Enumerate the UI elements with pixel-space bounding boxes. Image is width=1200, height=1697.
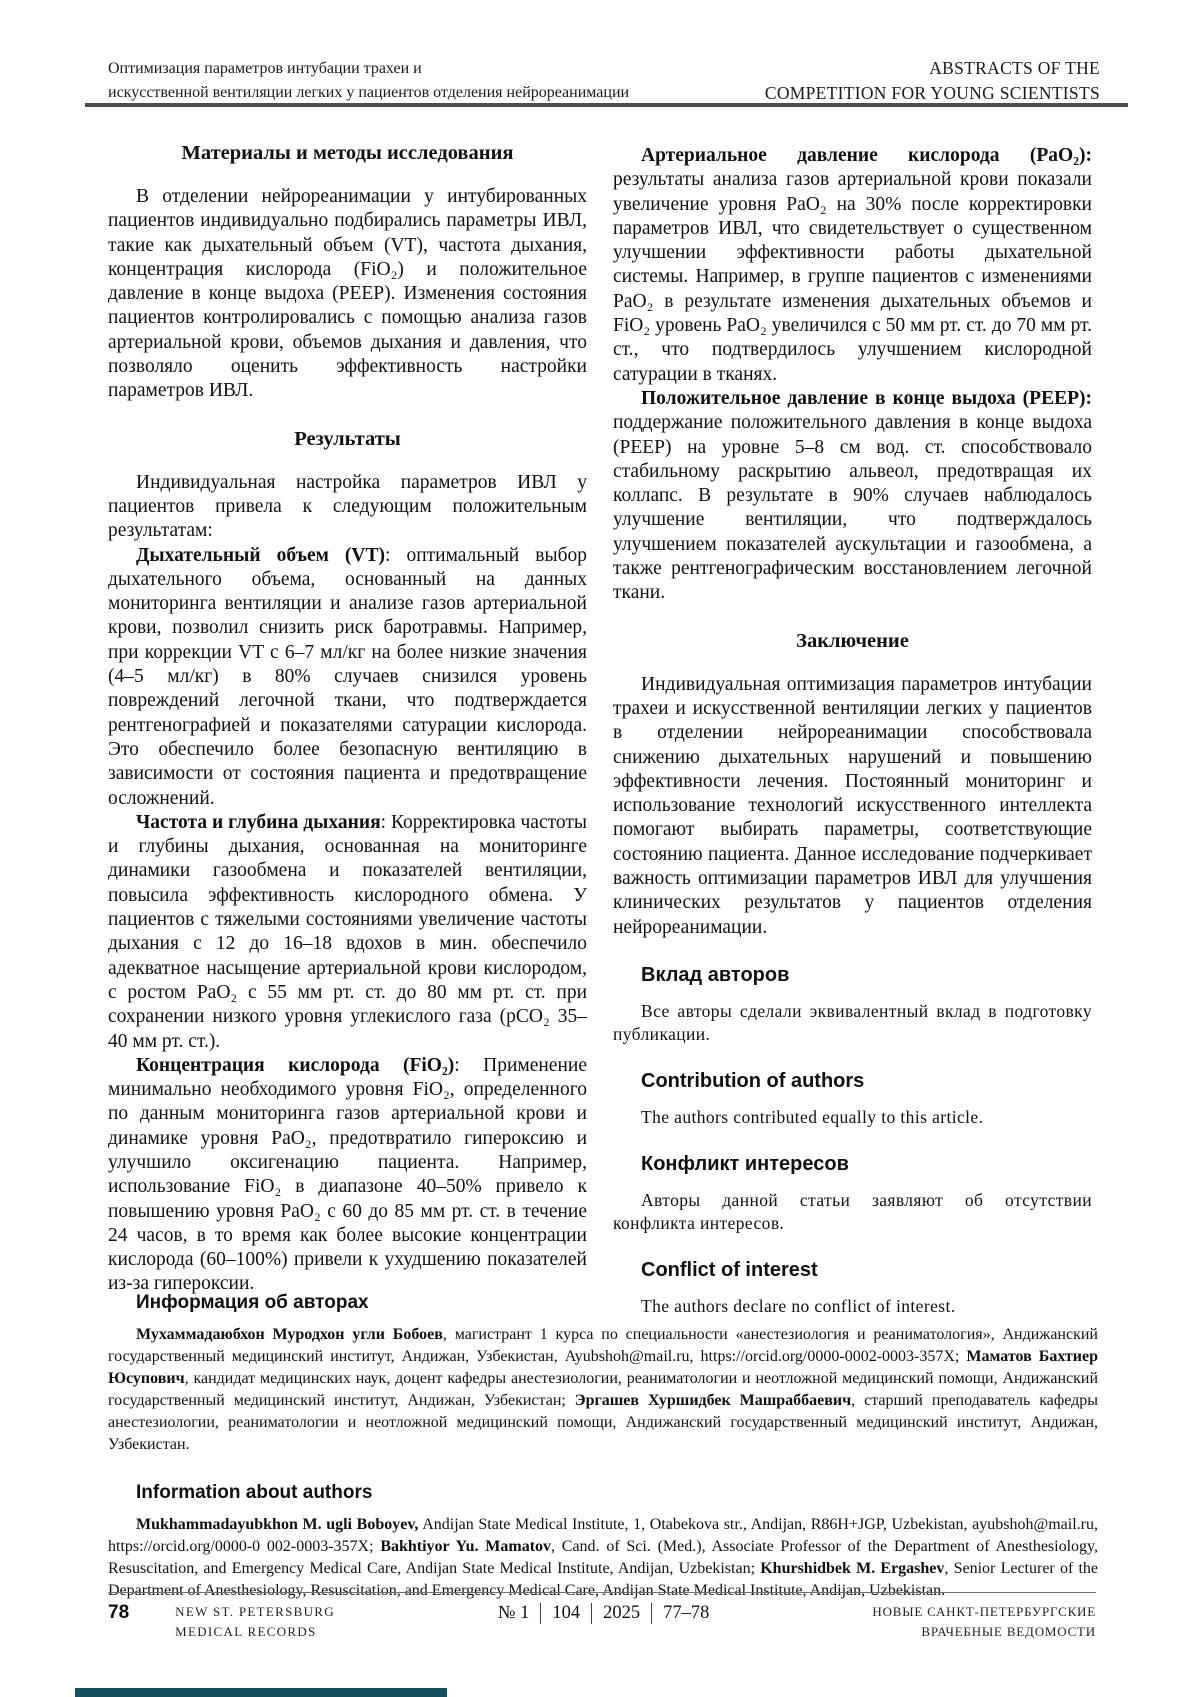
paragraph-peep [613,387,1092,606]
section-title-line2: COMPETITION FOR YOUNG SCIENTISTS [764,82,1100,103]
heading-authors-info-en: Information about authors [136,1482,373,1503]
author-desc-ergashev-ru: , старший преподаватель кафедры анестезиологии, реаниматологии и неотложной медицинский помощи, Андижанский государственный медицинский институт, Андижан, Узбекистан. [108,1392,1099,1453]
text-respiratory-rate: : Корректировка частоты и глубины дыхания, основанная на мониторинге динамики газообмена и показателей вентиляции, повысила эффективность кислородного обмена. У пациентов с тяжелыми состояниями увеличение частоты дыхания с 12 до 16–18 вдохов в мин. обеспечило адекватное насыщение артериальной крови кислородом, с ростом PaO₂ с 55 мм рт. ст. до 80 мм рт. ст. при сохранении низкого уровня углекислого газа (pCO₂ 35–40 мм рт. ст.). [108,811,587,1052]
running-title [108,57,629,105]
paragraph-conflict-ru: Авторы данной статьи заявляют об отсутствии конфликта интересов. [613,1189,1092,1233]
author-name-mamatov-en: Bakhtiyor Yu. Mamatov [380,1538,552,1555]
lead-tidal-volume: Дыхательный объем (VT) [136,544,386,566]
paragraph-respiratory-rate [108,811,587,1054]
paragraph-authors-contribution-en: The authors contributed equally to this article. [641,1106,984,1127]
author-desc-ergashev-en: , Senior Lecturer of the Department of Anesthesiology, Resuscitation, and Emergency Medical Care, Andijan State Medical Institute, Andijan, Uzbekistan. [108,1560,1099,1599]
lead-fio2: Концентрация кислорода (FiO₂) [136,1054,455,1076]
heading-conflict-ru: Конфликт интересов [641,1152,849,1175]
issue-separator [540,1603,541,1624]
paragraph-results-intro: Индивидуальная настройка параметров ИВЛ у пациентов привела к следующим положительным результатам: [108,471,587,542]
issue-pages: 77–78 [663,1603,710,1623]
authors-info-section [108,1292,1098,1602]
heading-results: Результаты [294,427,401,450]
authors-info-en-text [108,1514,1098,1602]
right-column [613,136,1092,1318]
paragraph-methods: В отделении нейрореанимации у интубированных пациентов индивидуально подбирались параметры ИВЛ, такие как дыхательный объем (VT), частота дыхания, концентрация кислорода (FiO₂) и положительное давление в конце выдоха (PEEP). Изменения состояния пациентов контролировались с помощью анализа газов артериальной крови, объемов дыхания и давления, что позволяло оценить эффективность настройки параметров ИВЛ. [108,186,587,402]
page-footer [108,1592,1096,1641]
issue-info [335,1603,872,1624]
paragraph-pao2 [613,144,1092,387]
paragraph-authors-contribution-ru: Все авторы сделали эквивалентный вклад в подготовку публикации. [613,1000,1092,1044]
author-desc-mamatov-ru: , кандидат медицинских наук, доцент кафедры анестезиологии, реаниматологии и неотложной медицинский помощи, Андижанский государственный медицинский институт, Андижан, Узбекистан; [108,1370,1098,1409]
heading-authors-info-ru: Информация об авторах [136,1292,369,1313]
lead-pao2: Артериальное давление кислорода (PaO₂): [641,145,1092,166]
author-name-mamatov-ru: Маматов Бахтиер Юсупович [108,1348,1098,1387]
section-title-line1: ABSTRACTS OF THE [929,58,1100,78]
paragraph-conclusion: Индивидуальная оптимизация параметров интубации трахеи и искусственной вентиляции легких у пациентов в отделении нейрореанимации способствовала снижению дыхательных нарушений и повышению эффективности лечения. Постоянный мониторинг и использование технологий искусственного интеллекта помогают выбирать параметры, соответствующие состоянию пациента. Данное исследование подчеркивает важность оптимизации параметров ИВЛ для улучшения клинических результатов у пациентов отделения нейрореанимации. [613,673,1092,938]
article-body [108,136,1092,1318]
journal-name-en [175,1602,335,1641]
issue-separator [591,1603,592,1624]
running-title-line1: Оптимизация параметров интубации трахеи и [108,60,422,77]
heading-authors-contribution-en: Contribution of authors [641,1069,865,1092]
journal-name-en-line1: NEW ST. PETERSBURG [175,1604,335,1619]
text-fio2: : Применение минимально необходимого уровня FiO₂, определенного по данным мониторинга газов артериальной крови и динамике уровня PaO₂, предотвратило гипероксию и улучшило оксигенацию пациента. Например, использование FiO₂ в диапазоне 40–50% привело к повышению уровня PaO₂ с 60 до 85 мм рт. ст. в течение 24 часов, в то время как более высокие концентрации кислорода (60–100%) привели к ухудшению показателей из-за гипероксии. [108,1054,587,1295]
page-number: 78 [108,1602,130,1623]
author-desc-boboev-ru: , магистрант 1 курса по специальности «анестезиология и реаниматология», Андижанский государственный медицинский институт, Андижан, Узбекистан, Ayubshoh@mail.ru, https://orcid.org/0000-0002-0003-357X; [108,1326,1098,1365]
journal-name-ru [872,1602,1096,1641]
page-header [108,56,1100,105]
author-name-boboev-ru: Мухаммадаюбхон Муродхон угли Бобоев [136,1326,443,1343]
paragraph-conflict-en: The authors declare no conflict of interest. [641,1295,956,1316]
author-desc-mamatov-en: , Cand. of Sci. (Med.), Associate Professor of the Department of Anesthesiology, Resuscitation, and Emergency Medical Care, Andijan State Medical Institute, Andijan, Uzbekistan; [108,1538,1099,1577]
issue-volume: 104 [552,1603,581,1623]
heading-methods: Материалы и методы исследования [181,142,514,164]
text-pao2: результаты анализа газов артериальной крови показали увеличение уровня PaO₂ на 30% после корректировки параметров ИВЛ, что свидетельствует о существенном улучшении эффективности работы дыхательной системы. Например, в группе пациентов с изменениями PaO₂ в результате изменения дыхательных объемов и FiO₂ уровень PaO₂ увеличился с 50 мм рт. ст. до 70 мм рт. ст., что подтвердилось улучшением кислородной сатурации в тканях. [613,169,1092,385]
heading-authors-contribution-ru: Вклад авторов [641,963,790,986]
authors-info-ru-text [108,1324,1098,1456]
issue-year: 2025 [603,1603,641,1623]
section-title [765,56,1100,105]
author-desc-boboyev-en: Andijan State Medical Institute, 1, Otabekova str., Andijan, R86H+JGP, Uzbekistan, ayubshoh@mail.ru, https://orcid.org/0000-0 002-0003-357X; [108,1516,1098,1555]
left-column [108,136,587,1318]
heading-conflict-en: Conflict of interest [641,1258,818,1281]
author-name-ergashev-ru: Эргашев Хуршидбек Машраббаевич [574,1392,852,1409]
paragraph-tidal-volume [108,544,587,811]
running-title-line2: искусственной вентиляции легких у пациентов отделения нейрореанимации [108,84,630,101]
journal-name-en-line2: MEDICAL RECORDS [175,1623,317,1639]
lead-respiratory-rate: Частота и глубина дыхания [136,811,381,833]
paragraph-fio2 [108,1054,587,1297]
author-name-boboyev-en: Mukhammadayubkhon M. ugli Boboyev, [136,1516,419,1533]
issue-number: № 1 [497,1603,530,1623]
journal-name-ru-line1: НОВЫЕ САНКТ-ПЕТЕРБУРГСКИЕ [872,1604,1096,1619]
text-tidal-volume: : оптимальный выбор дыхательного объема, основанный на данных мониторинга вентиляции и анализе газов артериальной крови, позволил снизить риск баротравмы. Например, при коррекции VT с 6–7 мл/кг на более низкие значения (4–5 мл/кг) в 80% случаев снизился уровень повреждений легочной ткани, что подтверждается рентгенографией и показателями сатурации кислорода. Это обеспечило более безопасную вентиляцию в зависимости от состояния пациента и предотвращение осложнений. [108,544,587,809]
author-name-ergashev-en: Khurshidbek M. Ergashev [760,1560,945,1577]
heading-conclusion: Заключение [796,629,909,652]
header-rule [85,103,1128,107]
issue-separator [651,1603,652,1624]
page-bottom-decoration [75,1688,447,1697]
journal-name-ru-line2: ВРАЧЕБНЫЕ ВЕДОМОСТИ [921,1623,1096,1639]
lead-peep: Положительное давление в конце выдоха (PEEP): [641,387,1092,409]
text-peep: поддержание положительного давления в конце выдоха (PEEP) на уровне 5–8 см вод. ст. способствовало стабильному раскрытию альвеол, предотвращая их коллапс. В результате в 90% случаев наблюдалось улучшение вентиляции, что подтверждалось улучшением показателей аускультации и газообмена, а также рентгенографическим восстановлением легочной ткани. [613,412,1092,604]
